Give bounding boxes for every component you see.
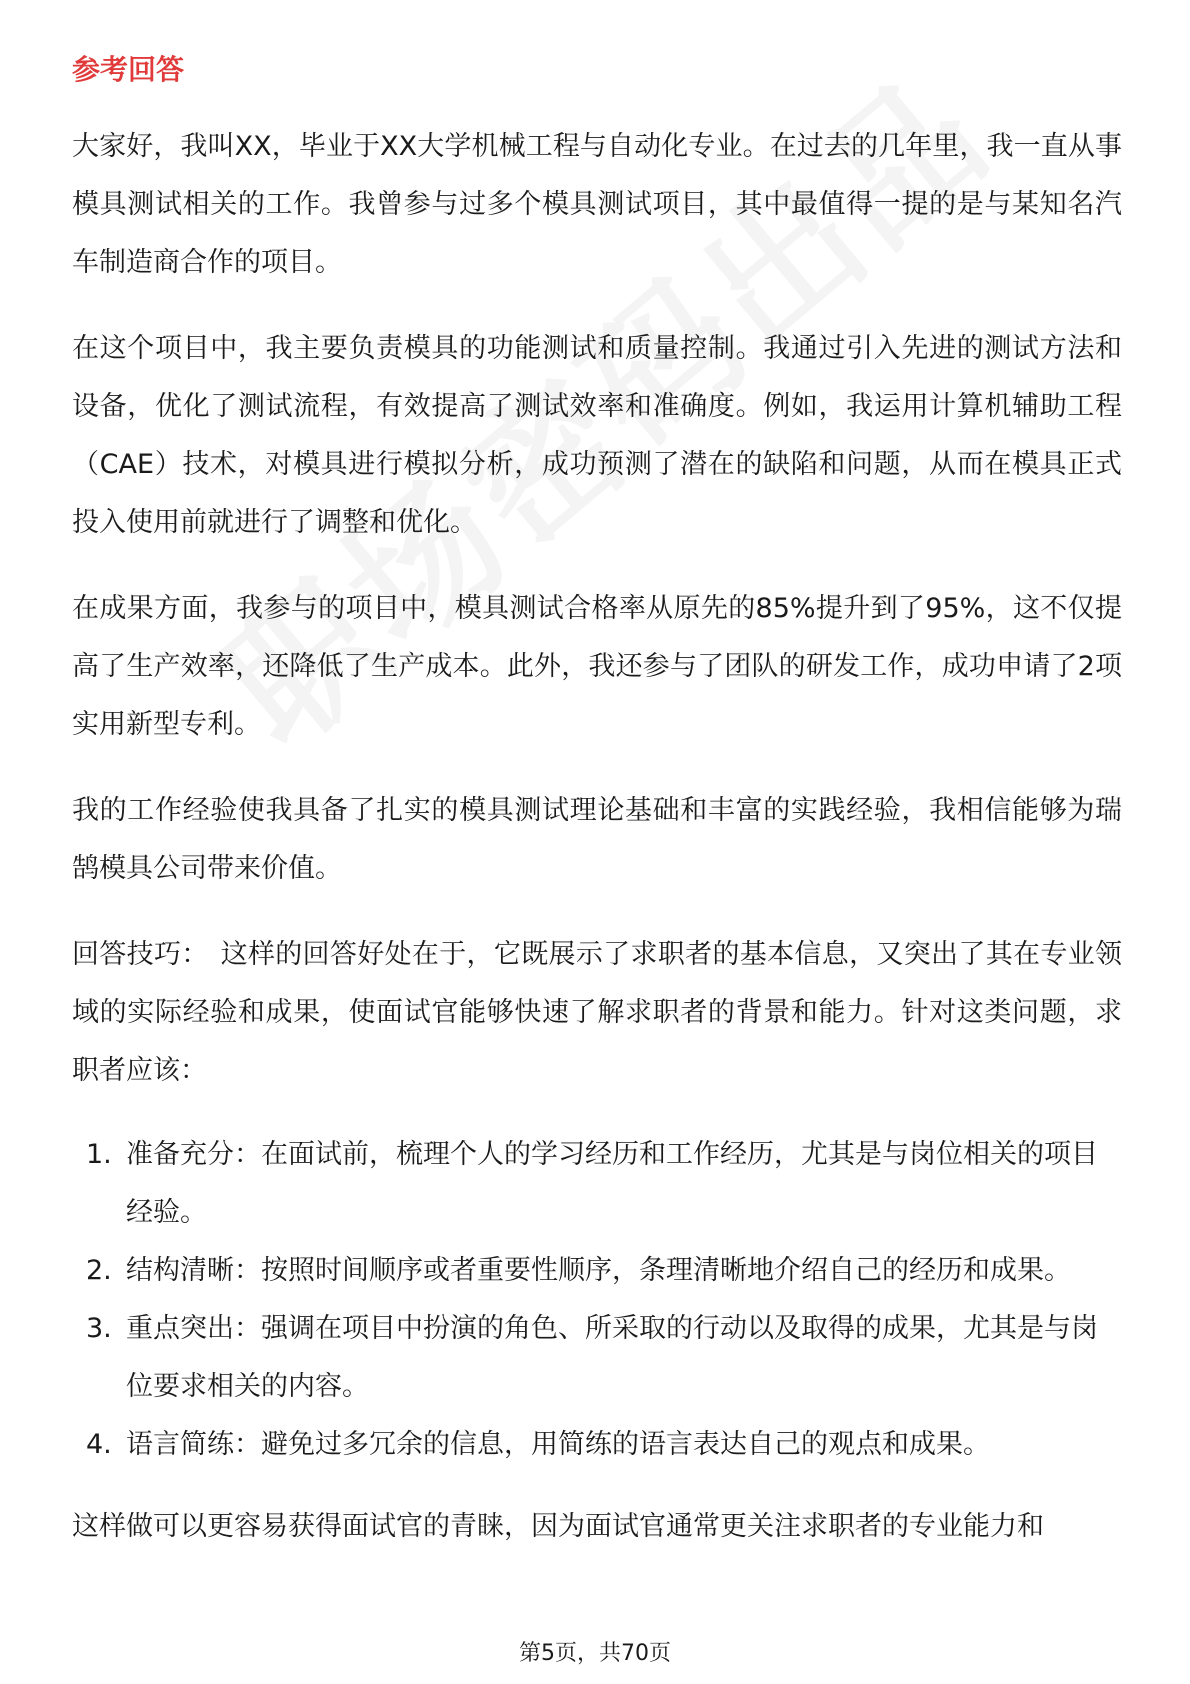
- list-item-number: 1.: [86, 1139, 112, 1170]
- tips-text: 这样的回答好处在于，它既展示了求职者的基本信息，又突出了其在专业领域的实际经验和成果，使面试官能够快速了解求职者的背景和能力。针对这类问题，求职者应该：: [72, 939, 1123, 1086]
- answer-paragraph-3: 在成果方面，我参与的项目中，模具测试合格率从原先的85%提升到了95%，这不仅提高了生产效率，还降低了生产成本。此外，我还参与了团队的研发工作，成功申请了2项实用新型专利。: [72, 593, 1122, 740]
- list-item-number: 2.: [86, 1255, 112, 1286]
- tips-list: [72, 1126, 1122, 1474]
- list-item-number: 3.: [86, 1313, 112, 1344]
- page-number: 第5页，共70页: [519, 1641, 671, 1666]
- section-title: 参考回答: [72, 53, 185, 86]
- list-item-text: 结构清晰：按照时间顺序或者重要性顺序，条理清晰地介绍自己的经历和成果。: [126, 1255, 1071, 1286]
- list-item-text: 重点突出：强调在项目中扮演的角色、所采取的行动以及取得的成果，尤其是与岗位要求相关的内容。: [126, 1313, 1098, 1402]
- list-item: [72, 1300, 1122, 1416]
- answer-paragraph-1: 大家好，我叫XX，毕业于XX大学机械工程与自动化专业。在过去的几年里，我一直从事模具测试相关的工作。我曾参与过多个模具测试项目，其中最值得一提的是与某知名汽车制造商合作的项目。: [72, 131, 1122, 278]
- list-item: [72, 1126, 1122, 1242]
- answer-paragraph-4: 我的工作经验使我具备了扎实的模具测试理论基础和丰富的实践经验，我相信能够为瑞鹄模具公司带来价值。: [72, 795, 1122, 884]
- answer-paragraph-2: 在这个项目中，我主要负责模具的功能测试和质量控制。我通过引入先进的测试方法和设备，优化了测试流程，有效提高了测试效率和准确度。例如，我运用计算机辅助工程（CAE）技术，对模具进行模拟分析，成功预测了潜在的缺陷和问题，从而在模具正式投入使用前就进行了调整和优化。: [72, 333, 1122, 538]
- document-body: [72, 40, 1122, 1584]
- closing-paragraph: 这样做可以更容易获得面试官的青睐，因为面试官通常更关注求职者的专业能力和: [72, 1511, 1044, 1542]
- list-item: [72, 1416, 1122, 1474]
- list-item-number: 4.: [86, 1429, 112, 1460]
- tips-paragraph: [72, 926, 1122, 1100]
- tips-label: 回答技巧：: [72, 939, 209, 970]
- list-item: [72, 1242, 1122, 1300]
- list-item-text: 准备充分：在面试前，梳理个人的学习经历和工作经历，尤其是与岗位相关的项目经验。: [126, 1139, 1098, 1228]
- list-item-text: 语言简练：避免过多冗余的信息，用简练的语言表达自己的观点和成果。: [126, 1429, 990, 1460]
